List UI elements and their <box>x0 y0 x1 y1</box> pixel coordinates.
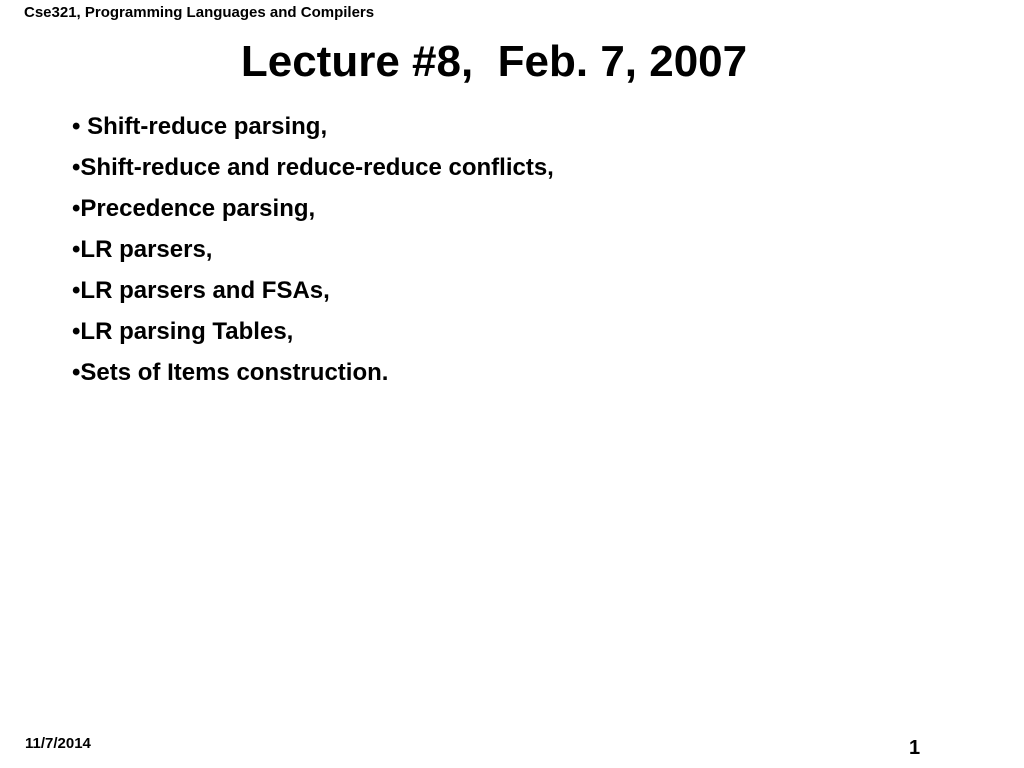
bullet-item: •LR parsers and FSAs, <box>72 277 330 304</box>
slide-title: Lecture #8, Feb. 7, 2007 <box>240 37 748 86</box>
bullet-item: •LR parsers, <box>72 236 213 263</box>
bullet-item: •Precedence parsing, <box>72 195 316 222</box>
course-header: Cse321, Programming Languages and Compilers <box>24 4 375 21</box>
footer-date: 11/7/2014 <box>25 735 91 752</box>
bullet-item: • Shift-reduce parsing, <box>72 113 328 140</box>
bullet-item: •Shift-reduce and reduce-reduce conflicts, <box>72 154 554 181</box>
bullet-item: •LR parsing Tables, <box>72 318 294 345</box>
bullet-list <box>72 106 554 393</box>
bullet-item: •Sets of Items construction. <box>72 359 389 386</box>
page-number: 1 <box>909 737 921 759</box>
